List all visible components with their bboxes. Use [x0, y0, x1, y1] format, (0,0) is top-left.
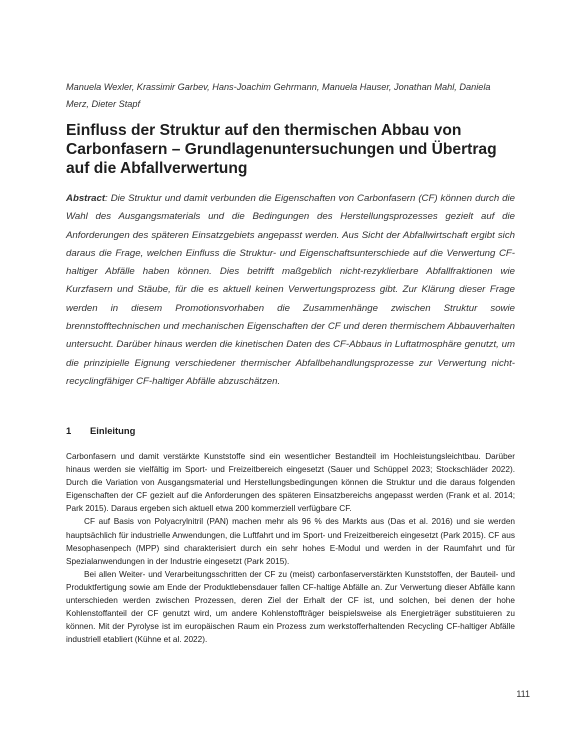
section-title: Einleitung [90, 425, 136, 436]
paper-title: Einfluss der Struktur auf den thermischen Abbau von Carbonfasern – Grundlagenuntersuchungen und Übertrag auf die Abfallverwertung [66, 122, 497, 177]
section-heading [66, 425, 516, 436]
abstract-label: Abstract [66, 193, 106, 204]
body-text [66, 450, 515, 646]
section-number: 1 [66, 425, 72, 436]
abstract [66, 190, 515, 391]
abstract-text: : Die Struktur und damit verbunden die Eigenschaften von Carbonfasern (CF) können durch die Wahl des Ausgangsmaterials und die Bedingungen des Herstellungsprozesses gezielt auf die Anforderungen des späteren Einsatzgebiets angepasst werden. Aus Sicht der Abfallwirtschaft ergibt sich daraus die Frage, welchen Einfluss die Struktur- und Eigenschaftsunterschiede auf die Verwertung CF-haltiger Abfälle haben können. Dies betrifft maßgeblich nicht-rezyklierbare Abfallfraktionen wie Kurzfasern und Stäube, für die es aktuell keinen Verwertungsprozess gibt. Zur Klärung dieser Frage werden in diesem Promotionsvorhaben die Zusammenhänge zwischen Struktur sowie brennstofftechnischen und mechanischen Eigenschaften der CF und deren thermischem Abbauverhalten untersucht. Darüber hinaus werden die kinetischen Daten des CF-Abbaus in Luftatmosphäre genutzt, um die prinzipielle Eignung verschiedener thermischer Abfallbehandlungsprozesse zur Verwertung nicht-recyclingfähiger CF-haltiger Abfälle abzuschätzen. [66, 193, 515, 387]
paragraph: CF auf Basis von Polyacrylnitril (PAN) machen mehr als 96 % des Markts aus (Das et al. 2016) und sie werden hauptsächlich für industrielle Anwendungen, die Luftfahrt und im Sport- und Freizeitbereich eingesetzt (Park 2015). CF aus Mesophasenpech (MPP) sind charakterisiert durch ein sehr hohes E-Modul und werden in der Raumfahrt und für Spezialanwendungen in der Industrie eingesetzt (Park 2015). [66, 517, 515, 566]
page-number: 111 [516, 689, 530, 699]
paragraph: Carbonfasern und damit verstärkte Kunststoffe sind ein wesentlicher Bestandteil im Hochleistungsleichtbau. Darüber hinaus werden sie vielfältig im Sport- und Freizeitbereich eingesetzt (Sauer und Schüppel 2023; Stockschläder 2022). Durch die Variation von Ausgangsmaterial und Herstellungsbedingungen können die Struktur und die daraus folgenden Eigenschaften der CF gezielt auf die Anforderungen des späteren Einsatzbereichs angepasst werden (Frank et al. 2014; Park 2015). Daraus ergeben sich aktuell etwa 200 kommerziell verfügbare CF. [66, 452, 515, 514]
author-list: Manuela Wexler, Krassimir Garbev, Hans-Joachim Gehrmann, Manuela Hauser, Jonathan Mahl, Daniela Merz, Dieter Stapf [66, 82, 491, 109]
paragraph: Bei allen Weiter- und Verarbeitungsschritten der CF zu (meist) carbonfaserverstärkten Kunststoffen, der Bauteil- und Produktfertigung sowie am Ende der Produktlebensdauer fallen CF-haltige Abfälle an. Zur Verwertung dieser Abfälle kann unterschieden werden zwischen Prozessen, deren Ziel der Erhalt der CF ist, und solchen, bei denen der hohe Kohlenstoffanteil der CF genutzt wird, um andere Kohlenstoffträger beispielsweise als Energieträger substituieren zu können. Mit der Pyrolyse ist im europäischen Raum ein Prozess zum werkstofferhaltenden Recycling CF-haltiger Abfälle industriell etabliert (Kühne et al. 2022). [66, 569, 515, 645]
